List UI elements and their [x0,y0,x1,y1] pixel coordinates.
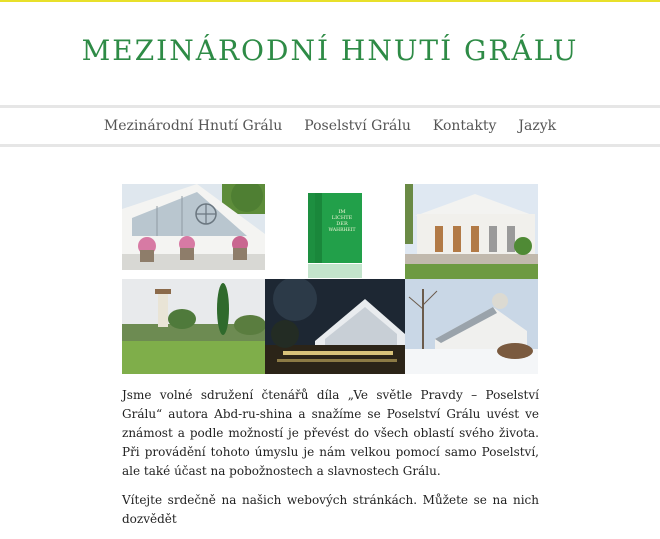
intro-content [122,386,539,539]
book-photo [265,184,405,279]
book-cover-line-4: WAHRHEIT [328,228,356,233]
welcome-paragraph: Vítejte srdečně na našich webových stránkách. Můžete se na nich dozvědět [122,493,539,526]
intro-paragraph: Jsme volné sdružení čtenářů díla „Ve světle Pravdy – Poselství Grálu“ autora Abd-ru-shina a snažíme se Poselství Grálu uvést ve známost a podle možností je převést do všech oblastí svého života. Při provádění tohoto úmyslu je nám velkou pomocí samo Poselství, ale také účast na pobožnostech a slavnostech Grálu. [122,388,539,478]
winter-temple-photo [405,279,538,374]
temple-night-photo [265,279,405,374]
nav-item-hnuti[interactable]: Mezinárodní Hnutí Grálu [103,118,283,134]
nav-item-jazyk[interactable]: Jazyk [518,118,557,134]
book-cover-line-2: LICHTE [331,215,353,221]
temple-entrance-photo [122,184,265,270]
site-title[interactable]: MEZINÁRODNÍ HNUTÍ GRÁLU [81,34,579,67]
nav-item-poselstvi[interactable]: Poselství Grálu [304,118,411,134]
white-temple-photo [405,184,538,279]
top-accent-bar [0,0,660,2]
main-nav [0,105,660,147]
nav-item-kontakty[interactable]: Kontakty [432,118,497,134]
book-cover-line-1: IM [338,209,346,215]
garden-tower-photo [122,279,265,374]
book-cover-line-3: DER [336,221,348,227]
